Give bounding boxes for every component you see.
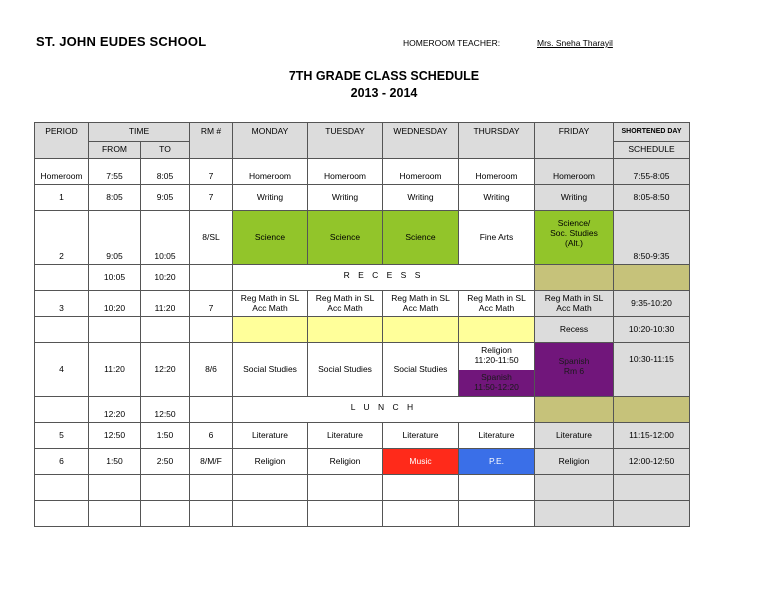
- cell-to: 8:05: [141, 159, 190, 185]
- cell-tuesday: Literature: [308, 423, 383, 449]
- cell-from: 10:20: [89, 291, 141, 317]
- math-line-2: Acc Math: [478, 302, 515, 313]
- header-monday: MONDAY: [233, 123, 308, 159]
- cell-room: 7: [190, 159, 233, 185]
- cell-friday: [535, 211, 614, 265]
- cell-to: 9:05: [141, 185, 190, 211]
- cell-thursday: P.E.: [459, 449, 535, 475]
- cell-room: 7: [190, 291, 233, 317]
- lunch-banner: L U N C H: [233, 397, 535, 423]
- schedule-title: 7TH GRADE CLASS SCHEDULE: [288, 69, 480, 83]
- header-schedule: SCHEDULE: [614, 142, 690, 159]
- cell-empty: [190, 501, 233, 527]
- cell-monday: Literature: [233, 423, 308, 449]
- cell-to: [141, 317, 190, 343]
- cell-empty: [141, 501, 190, 527]
- cell-to: 1:50: [141, 423, 190, 449]
- cell-friday: Religion: [535, 449, 614, 475]
- header-wednesday: WEDNESDAY: [383, 123, 459, 159]
- cell-thursday: Fine Arts: [459, 211, 535, 265]
- cell-empty: [383, 475, 459, 501]
- cell-friday: [535, 265, 614, 291]
- cell-period: [35, 397, 89, 423]
- math-line-1: Reg Math in SL: [315, 292, 375, 303]
- cell-wednesday: Writing: [383, 185, 459, 211]
- cell-thursday: Writing: [459, 185, 535, 211]
- cell-friday: [535, 343, 614, 397]
- math-line-2: Acc Math: [556, 302, 592, 313]
- cell-to: 11:20: [141, 291, 190, 317]
- cell-empty: [459, 501, 535, 527]
- friday-line-2: Soc. Studies: [550, 227, 598, 238]
- cell-room: 8/SL: [190, 211, 233, 265]
- cell-thursday: [459, 343, 535, 397]
- spanish-time: 11:50-12:20: [474, 381, 519, 392]
- cell-tuesday: Social Studies: [308, 343, 383, 397]
- cell-room: 6: [190, 423, 233, 449]
- cell-empty: [614, 501, 690, 527]
- cell-room: [190, 317, 233, 343]
- table-row: [35, 423, 690, 449]
- cell-shortened: 9:35-10:20: [614, 291, 690, 317]
- cell-empty: [614, 475, 690, 501]
- math-line-1: Reg Math in SL: [391, 292, 450, 303]
- cell-empty: [35, 501, 89, 527]
- cell-shortened: [614, 265, 690, 291]
- table-row: [35, 343, 690, 397]
- friday-line-1: Science/: [557, 218, 591, 228]
- cell-empty: [233, 501, 308, 527]
- cell-wednesday: Science: [383, 211, 459, 265]
- cell-empty: [190, 475, 233, 501]
- school-name: ST. JOHN EUDES SCHOOL: [36, 34, 207, 49]
- header-period: PERIOD: [35, 123, 89, 159]
- cell-tuesday: [308, 317, 383, 343]
- cell-friday: Literature: [535, 423, 614, 449]
- math-line-2: Acc Math: [327, 302, 363, 313]
- cell-monday: Social Studies: [233, 343, 308, 397]
- cell-period: 4: [35, 343, 89, 397]
- table-row: [35, 397, 690, 423]
- cell-period: 1: [35, 185, 89, 211]
- table-row: [35, 475, 690, 501]
- cell-thursday: Literature: [459, 423, 535, 449]
- cell-from: [89, 317, 141, 343]
- cell-to: 12:20: [141, 343, 190, 397]
- cell-empty: [35, 475, 89, 501]
- cell-to: 2:50: [141, 449, 190, 475]
- cell-period: 3: [35, 291, 89, 317]
- cell-tuesday: Homeroom: [308, 159, 383, 185]
- table-row: [35, 291, 690, 317]
- cell-wednesday: Literature: [383, 423, 459, 449]
- table-row: [35, 159, 690, 185]
- cell-period: 5: [35, 423, 89, 449]
- table-row: [35, 449, 690, 475]
- cell-room: 8/6: [190, 343, 233, 397]
- cell-empty: [308, 475, 383, 501]
- religion-block: [459, 343, 534, 370]
- cell-shortened: 8:05-8:50: [614, 185, 690, 211]
- homeroom-teacher-label: HOMEROOM TEACHER:: [403, 38, 501, 48]
- math-line-2: Acc Math: [402, 302, 439, 313]
- spanish-label: Spanish: [481, 371, 512, 382]
- cell-wednesday: Homeroom: [383, 159, 459, 185]
- cell-monday: Science: [233, 211, 308, 265]
- math-line-1: Reg Math in SL: [467, 292, 526, 303]
- cell-empty: [141, 475, 190, 501]
- school-year: 2013 - 2014: [350, 86, 418, 100]
- header-room: RM #: [190, 123, 233, 159]
- cell-tuesday: [308, 291, 383, 317]
- header-shortened-day: SHORTENED DAY: [614, 123, 690, 142]
- cell-wednesday: Social Studies: [383, 343, 459, 397]
- spanish-room: Rm 6: [563, 365, 585, 376]
- cell-thursday: [459, 317, 535, 343]
- header-time: TIME: [89, 123, 190, 142]
- cell-from: 9:05: [89, 211, 141, 265]
- schedule-table: [34, 122, 690, 527]
- cell-monday: [233, 291, 308, 317]
- table-row: [35, 211, 690, 265]
- cell-empty: [535, 501, 614, 527]
- cell-shortened: 8:50-9:35: [614, 211, 690, 265]
- cell-period: Homeroom: [35, 159, 89, 185]
- cell-shortened: 11:15-12:00: [614, 423, 690, 449]
- cell-to: 10:05: [141, 211, 190, 265]
- religion-label: Religion: [481, 345, 512, 356]
- cell-monday: [233, 317, 308, 343]
- cell-friday: Recess: [535, 317, 614, 343]
- math-line-1: Reg Math in SL: [544, 292, 604, 303]
- cell-from: 10:05: [89, 265, 141, 291]
- cell-shortened: 10:30-11:15: [614, 343, 690, 397]
- cell-room: 7: [190, 185, 233, 211]
- cell-to: 10:20: [141, 265, 190, 291]
- cell-from: 12:50: [89, 423, 141, 449]
- cell-empty: [535, 475, 614, 501]
- cell-friday: [535, 397, 614, 423]
- cell-empty: [459, 475, 535, 501]
- cell-empty: [383, 501, 459, 527]
- header-to: TO: [141, 142, 190, 159]
- header-thursday: THURSDAY: [459, 123, 535, 159]
- cell-from: 8:05: [89, 185, 141, 211]
- cell-period: 6: [35, 449, 89, 475]
- cell-monday: Religion: [233, 449, 308, 475]
- cell-from: 11:20: [89, 343, 141, 397]
- cell-empty: [89, 475, 141, 501]
- table-row: [35, 265, 690, 291]
- religion-time: 11:20-11:50: [474, 355, 519, 366]
- header-tuesday: TUESDAY: [308, 123, 383, 159]
- cell-room: [190, 397, 233, 423]
- cell-room: 8/M/F: [190, 449, 233, 475]
- recess-banner: R E C E S S: [233, 265, 535, 291]
- friday-line-3: (Alt.): [565, 237, 583, 248]
- cell-from: 7:55: [89, 159, 141, 185]
- cell-empty: [233, 475, 308, 501]
- cell-empty: [308, 501, 383, 527]
- cell-wednesday: [383, 291, 459, 317]
- cell-monday: Writing: [233, 185, 308, 211]
- cell-wednesday: [383, 317, 459, 343]
- table-row: [35, 317, 690, 343]
- cell-tuesday: Writing: [308, 185, 383, 211]
- cell-period: [35, 317, 89, 343]
- cell-shortened: 7:55-8:05: [614, 159, 690, 185]
- cell-wednesday: Music: [383, 449, 459, 475]
- homeroom-teacher-name: Mrs. Sneha Tharayil: [537, 38, 613, 48]
- cell-tuesday: Religion: [308, 449, 383, 475]
- cell-shortened: [614, 397, 690, 423]
- table-row: [35, 185, 690, 211]
- spanish-label: Spanish: [558, 356, 590, 366]
- cell-from: 1:50: [89, 449, 141, 475]
- cell-friday: Homeroom: [535, 159, 614, 185]
- cell-shortened: 12:00-12:50: [614, 449, 690, 475]
- cell-thursday: Homeroom: [459, 159, 535, 185]
- cell-to: 12:50: [141, 397, 190, 423]
- cell-thursday: [459, 291, 535, 317]
- header-from: FROM: [89, 142, 141, 159]
- cell-from: 12:20: [89, 397, 141, 423]
- cell-friday: Writing: [535, 185, 614, 211]
- spanish-block: [459, 370, 534, 397]
- cell-tuesday: Science: [308, 211, 383, 265]
- cell-monday: Homeroom: [233, 159, 308, 185]
- cell-period: 2: [35, 211, 89, 265]
- cell-friday: [535, 291, 614, 317]
- math-line-1: Reg Math in SL: [240, 292, 300, 303]
- math-line-2: Acc Math: [252, 302, 288, 313]
- header-friday: FRIDAY: [535, 123, 614, 159]
- cell-shortened: 10:20-10:30: [614, 317, 690, 343]
- cell-empty: [89, 501, 141, 527]
- table-row: [35, 501, 690, 527]
- cell-room: [190, 265, 233, 291]
- cell-period: [35, 265, 89, 291]
